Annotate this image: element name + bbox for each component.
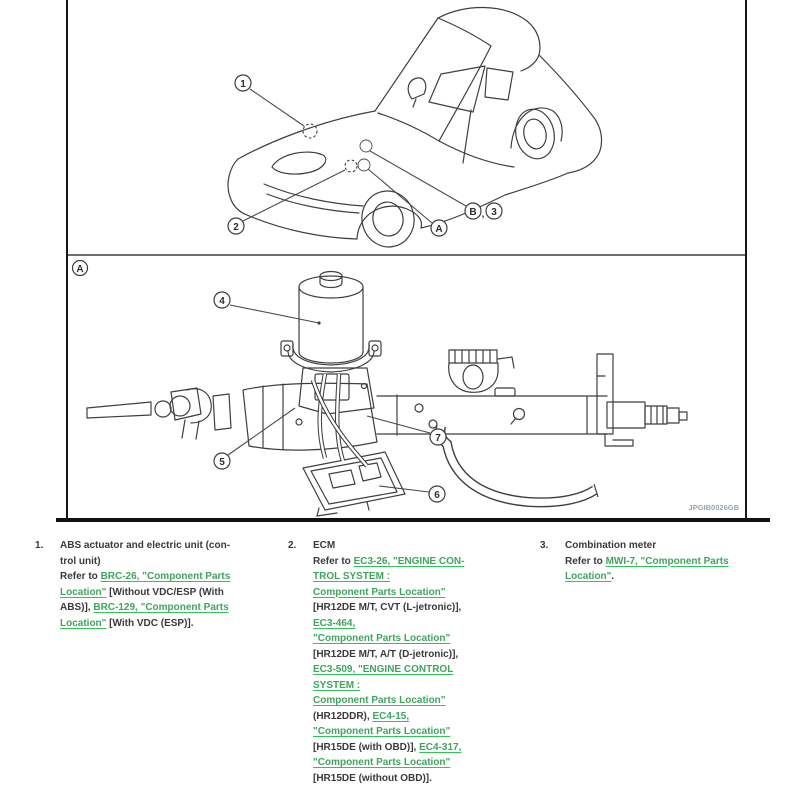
- manual-link[interactable]: EC4-15,: [372, 710, 410, 722]
- note-item-1: [35, 538, 287, 631]
- note-line: [313, 724, 540, 740]
- leader-line-7: [367, 416, 430, 433]
- note-text: [Without VDC/ESP (With: [106, 586, 224, 598]
- note-line: [60, 554, 287, 570]
- motor-wires: [313, 374, 367, 466]
- note-line: [313, 647, 540, 663]
- note-lines: [565, 538, 790, 585]
- manual-link[interactable]: EC4-317,: [419, 741, 462, 753]
- note-line: [313, 616, 540, 632]
- note-line: [313, 693, 540, 709]
- location-marker-2: [345, 160, 357, 172]
- manual-link[interactable]: Location": [565, 571, 612, 582]
- callout-A: [431, 220, 447, 236]
- note-text: [With VDC (ESP)].: [106, 617, 194, 629]
- manual-link[interactable]: EC3-464,: [313, 617, 356, 629]
- manual-link[interactable]: "Component Parts Location": [313, 633, 451, 644]
- note-item-2: [288, 538, 540, 786]
- leader-dot-4: [317, 321, 320, 324]
- note-line: [60, 585, 287, 601]
- manual-link[interactable]: BRC-129, "Component Parts: [93, 602, 229, 613]
- panel-label-A: [73, 261, 88, 276]
- note-text: [HR15DE (with OBD)],: [313, 741, 420, 753]
- note-line: [313, 662, 540, 678]
- note-line: [313, 771, 540, 787]
- note-line: [313, 631, 540, 647]
- manual-link[interactable]: "Component Parts Location": [313, 726, 451, 737]
- note-number: 2.: [288, 540, 297, 551]
- svg-text:2: 2: [233, 222, 239, 233]
- note-text: Refer to: [313, 555, 354, 567]
- callout-7: [430, 429, 446, 445]
- manual-link[interactable]: "Component Parts Location": [313, 757, 451, 768]
- note-text: (HR12DDR),: [313, 710, 373, 722]
- manual-link[interactable]: Location": [60, 617, 107, 629]
- callout-2: [228, 218, 244, 234]
- note-text: Refer to: [565, 555, 606, 567]
- note-line: [313, 600, 540, 616]
- note-line: [60, 616, 287, 632]
- car-body-outline: [228, 7, 602, 251]
- callout-6: [429, 486, 445, 502]
- leader-line-4: [230, 305, 319, 323]
- leader-line-A: [368, 169, 432, 223]
- note-lines: [60, 538, 287, 631]
- note-line: [313, 740, 540, 756]
- callout-5: [214, 453, 230, 469]
- harness-tube: [440, 426, 598, 502]
- note-text: Combination meter: [565, 540, 657, 551]
- note-line: [313, 585, 540, 601]
- manual-link[interactable]: MWI-7, "Component Parts: [605, 555, 729, 567]
- svg-text:4: 4: [219, 296, 225, 307]
- manual-link[interactable]: Location": [60, 586, 107, 598]
- svg-text:1: 1: [240, 79, 246, 90]
- leader-line-2: [243, 170, 345, 221]
- callout-1: [235, 75, 251, 91]
- svg-text:6: 6: [434, 490, 440, 501]
- svg-text:7: 7: [435, 433, 441, 444]
- note-line: [60, 538, 287, 554]
- note-line: [313, 538, 540, 554]
- note-line: [60, 569, 287, 585]
- manual-link[interactable]: EC3-509, "ENGINE CONTROL: [313, 664, 454, 675]
- note-text: Refer to: [60, 571, 101, 582]
- note-text: [HR15DE (without OBD)].: [313, 772, 432, 784]
- manual-link[interactable]: BRC-26, "Component Parts: [100, 571, 231, 582]
- callout-4: [214, 292, 230, 308]
- note-line: [313, 569, 540, 585]
- note-line: [565, 554, 790, 570]
- svg-text:B: B: [469, 207, 477, 218]
- note-text: ABS actuator and electric unit (con-: [60, 540, 231, 551]
- note-text: .: [611, 571, 615, 582]
- note-number: 1.: [35, 540, 44, 551]
- note-number: 3.: [540, 540, 549, 551]
- note-lines: [313, 538, 540, 786]
- note-line: [313, 755, 540, 771]
- note-line: [313, 678, 540, 694]
- car-illustration: [67, 0, 746, 254]
- figure-border-bottom: [56, 518, 770, 522]
- manual-link[interactable]: Component Parts Location": [313, 695, 446, 706]
- note-text: [HR12DE M/T, CVT (L-jetronic)],: [313, 602, 462, 613]
- note-item-3: [540, 538, 790, 585]
- manual-link[interactable]: TROL SYSTEM :: [313, 571, 391, 582]
- manual-link[interactable]: Component Parts Location": [313, 586, 446, 598]
- note-line: [313, 554, 540, 570]
- note-text: ECM: [313, 540, 336, 551]
- leader-line-B3: [370, 151, 466, 206]
- figure-watermark: JPGIB0026GB: [688, 503, 739, 512]
- svg-text:A: A: [76, 264, 84, 275]
- svg-text:A: A: [435, 224, 443, 235]
- note-text: [HR12DE M/T, A/T (D-jetronic)],: [313, 648, 459, 660]
- leader-line-1: [250, 89, 304, 126]
- manual-link[interactable]: SYSTEM :: [313, 679, 361, 691]
- note-line: [60, 600, 287, 616]
- note-text: trol unit): [60, 555, 101, 567]
- note-line: [565, 538, 790, 554]
- location-marker-B3: [360, 140, 372, 152]
- manual-link[interactable]: EC3-26, "ENGINE CON-: [353, 555, 465, 567]
- svg-text:5: 5: [219, 457, 225, 468]
- svg-text:,: ,: [481, 209, 485, 220]
- note-line: [313, 709, 540, 725]
- note-text: ABS)],: [60, 602, 94, 613]
- steering-column-illustration: [67, 256, 746, 518]
- svg-text:3: 3: [491, 207, 497, 218]
- note-line: [565, 569, 790, 585]
